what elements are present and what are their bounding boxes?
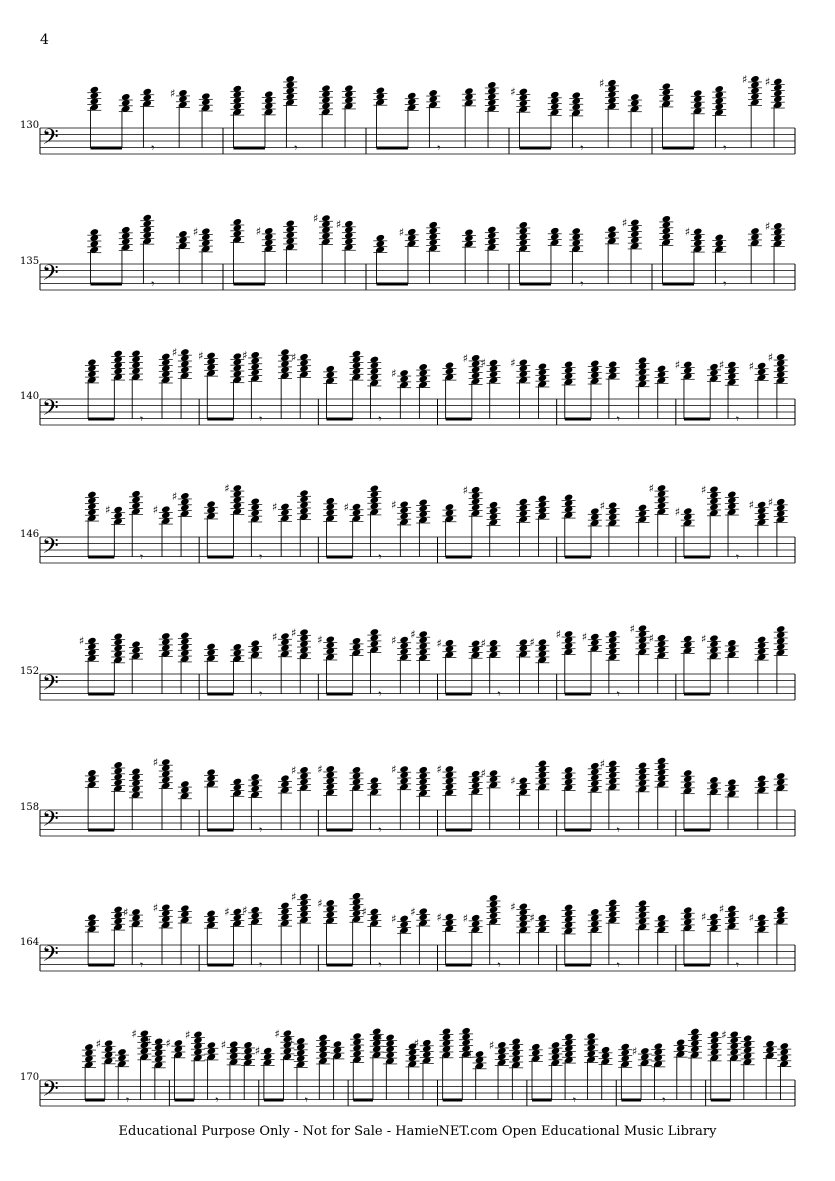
bass-clef-icon: 𝄢 [42,396,59,426]
sharp-sign-icon: ♯ [398,225,405,239]
sharp-sign-icon: ♯ [335,217,342,231]
sharp-sign-icon: ♯ [741,72,748,86]
sharp-sign-icon: ♯ [361,905,367,919]
eighth-rest-icon: 𝄾 [735,958,740,972]
eighth-rest-icon: 𝄾 [723,141,727,155]
sharp-sign-icon: ♯ [436,910,442,924]
sharp-sign-icon: ♯ [317,896,323,910]
sharp-sign-icon: ♯ [377,1031,383,1045]
sharp-sign-icon: ♯ [255,224,262,238]
eighth-rest-icon: 𝄾 [572,1093,577,1107]
sharp-sign-icon: ♯ [700,483,707,497]
sharp-sign-icon: ♯ [123,906,129,920]
sharp-sign-icon: ♯ [291,890,297,904]
sharp-sign-icon: ♯ [748,359,754,373]
eighth-rest-icon: 𝄾 [259,412,263,426]
sharp-sign-icon: ♯ [317,633,323,647]
eighth-rest-icon: 𝄾 [580,141,584,155]
sharp-sign-icon: ♯ [224,905,230,919]
measure-number: 140 [20,391,40,402]
eighth-rest-icon: 𝄾 [616,823,620,837]
eighth-rest-icon: 𝄾 [378,550,382,564]
sharp-sign-icon: ♯ [721,1028,727,1042]
sharp-sign-icon: ♯ [78,634,85,648]
sharp-sign-icon: ♯ [291,626,297,640]
bass-clef-icon: 𝄢 [42,534,59,564]
bass-clef-icon: 𝄢 [42,671,59,701]
eighth-rest-icon: 𝄾 [378,687,382,701]
eighth-rest-icon: 𝄾 [378,412,382,426]
measure-number: 158 [20,802,40,813]
sharp-sign-icon: ♯ [410,628,416,642]
sharp-sign-icon: ♯ [152,756,159,770]
eighth-rest-icon: 𝄾 [151,277,155,291]
sharp-sign-icon: ♯ [436,763,442,777]
eighth-rest-icon: 𝄾 [140,412,144,426]
sharp-sign-icon: ♯ [648,631,654,645]
sharp-sign-icon: ♯ [529,911,535,925]
eighth-rest-icon: 𝄾 [616,958,620,972]
eighth-rest-icon: 𝄾 [662,1093,666,1107]
sharp-sign-icon: ♯ [271,630,278,644]
sharp-sign-icon: ♯ [317,762,323,776]
sharp-sign-icon: ♯ [391,763,397,777]
sharp-sign-icon: ♯ [224,482,230,496]
eighth-rest-icon: 𝄾 [215,1093,219,1107]
eighth-rest-icon: 𝄾 [140,958,144,972]
eighth-rest-icon: 𝄾 [259,958,263,972]
bass-clef-icon: 𝄢 [42,1077,59,1107]
bass-clef-icon: 𝄢 [42,125,59,155]
eighth-rest-icon: 𝄾 [723,277,727,291]
eighth-rest-icon: 𝄾 [259,687,263,701]
sharp-sign-icon: ♯ [466,1048,472,1062]
sharp-sign-icon: ♯ [343,500,349,514]
sharp-sign-icon: ♯ [291,350,297,364]
sharp-sign-icon: ♯ [488,1038,495,1052]
sharp-sign-icon: ♯ [748,911,754,925]
sharp-sign-icon: ♯ [145,1035,151,1049]
sharp-sign-icon: ♯ [767,495,774,509]
sharp-sign-icon: ♯ [184,1028,191,1042]
sharp-sign-icon: ♯ [192,225,199,239]
sharp-sign-icon: ♯ [171,489,178,503]
measure-number: 152 [20,666,40,677]
sharp-sign-icon: ♯ [555,628,561,642]
sharp-sign-icon: ♯ [274,1027,280,1041]
sharp-sign-icon: ♯ [171,346,178,360]
sharp-sign-icon: ♯ [510,85,516,99]
sharp-sign-icon: ♯ [700,632,707,646]
sharp-sign-icon: ♯ [152,901,159,915]
sharp-sign-icon: ♯ [242,903,248,917]
sharp-sign-icon: ♯ [131,1027,137,1041]
sharp-sign-icon: ♯ [621,216,628,230]
eighth-rest-icon: 𝄾 [151,141,155,155]
sharp-sign-icon: ♯ [462,351,468,365]
sharp-sign-icon: ♯ [271,500,278,514]
sharp-sign-icon: ♯ [674,358,681,372]
eighth-rest-icon: 𝄾 [304,1093,308,1107]
measure-number: 135 [20,256,40,267]
sharp-sign-icon: ♯ [165,1037,171,1051]
sharp-sign-icon: ♯ [480,767,486,781]
eighth-rest-icon: 𝄾 [437,141,441,155]
sharp-sign-icon: ♯ [391,633,397,647]
measure-number: 146 [20,529,40,540]
eighth-rest-icon: 𝄾 [735,550,740,564]
measure-number: 164 [20,937,40,948]
sharp-sign-icon: ♯ [764,75,771,89]
sharp-sign-icon: ♯ [684,225,691,239]
bass-clef-icon: 𝄢 [42,942,59,972]
sharp-sign-icon: ♯ [631,1045,638,1059]
sharp-sign-icon: ♯ [95,1037,101,1051]
sharp-sign-icon: ♯ [629,622,635,636]
bass-clef-icon: 𝄢 [42,261,59,291]
eighth-rest-icon: 𝄾 [259,823,263,837]
sharp-sign-icon: ♯ [152,503,159,517]
sharp-sign-icon: ♯ [674,505,681,519]
sharp-sign-icon: ♯ [529,636,535,650]
sharp-sign-icon: ♯ [391,367,397,381]
sharp-sign-icon: ♯ [748,498,754,512]
sharp-sign-icon: ♯ [291,763,297,777]
eighth-rest-icon: 𝄾 [497,958,501,972]
sharp-sign-icon: ♯ [599,499,606,513]
sharp-sign-icon: ♯ [198,349,204,363]
sharp-sign-icon: ♯ [391,498,397,512]
sharp-sign-icon: ♯ [287,1034,294,1048]
sharp-sign-icon: ♯ [312,212,319,226]
sharp-sign-icon: ♯ [718,902,725,916]
eighth-rest-icon: 𝄾 [378,823,382,837]
eighth-rest-icon: 𝄾 [259,550,263,564]
sharp-sign-icon: ♯ [764,219,771,233]
sharp-sign-icon: ♯ [105,503,111,517]
eighth-rest-icon: 𝄾 [126,1093,130,1107]
eighth-rest-icon: 𝄾 [294,141,298,155]
sharp-sign-icon: ♯ [510,774,516,788]
sharp-sign-icon: ♯ [410,905,416,919]
sharp-sign-icon: ♯ [767,351,774,365]
sharp-sign-icon: ♯ [462,483,468,497]
sharp-sign-icon: ♯ [462,911,468,925]
sharp-sign-icon: ♯ [599,757,606,771]
sharp-sign-icon: ♯ [254,1044,261,1058]
sharp-sign-icon: ♯ [510,356,516,370]
eighth-rest-icon: 𝄾 [735,412,740,426]
eighth-rest-icon: 𝄾 [140,550,144,564]
sharp-sign-icon: ♯ [220,1038,227,1052]
measure-number: 170 [20,1072,40,1083]
sharp-sign-icon: ♯ [648,482,654,496]
sharp-sign-icon: ♯ [718,358,725,372]
eighth-rest-icon: 𝄾 [616,687,620,701]
sharp-sign-icon: ♯ [480,356,486,370]
sharp-sign-icon: ♯ [510,900,516,914]
eighth-rest-icon: 𝄾 [616,412,620,426]
sharp-sign-icon: ♯ [598,76,605,90]
sharp-sign-icon: ♯ [391,912,397,926]
sharp-sign-icon: ♯ [169,86,176,100]
sharp-sign-icon: ♯ [700,910,707,924]
sharp-sign-icon: ♯ [436,636,442,650]
eighth-rest-icon: 𝄾 [497,687,501,701]
page-number: 4 [40,32,49,48]
bass-clef-icon: 𝄢 [42,807,59,837]
measure-number: 130 [20,120,40,131]
eighth-rest-icon: 𝄾 [378,958,382,972]
eighth-rest-icon: 𝄾 [580,277,584,291]
footer-text: Educational Purpose Only - Not for Sale - HamieNET.com Open Educational Music Library [118,1124,717,1139]
sharp-sign-icon: ♯ [413,1036,420,1050]
sharp-sign-icon: ♯ [242,348,248,362]
sharp-sign-icon: ♯ [581,630,588,644]
sharp-sign-icon: ♯ [480,636,486,650]
